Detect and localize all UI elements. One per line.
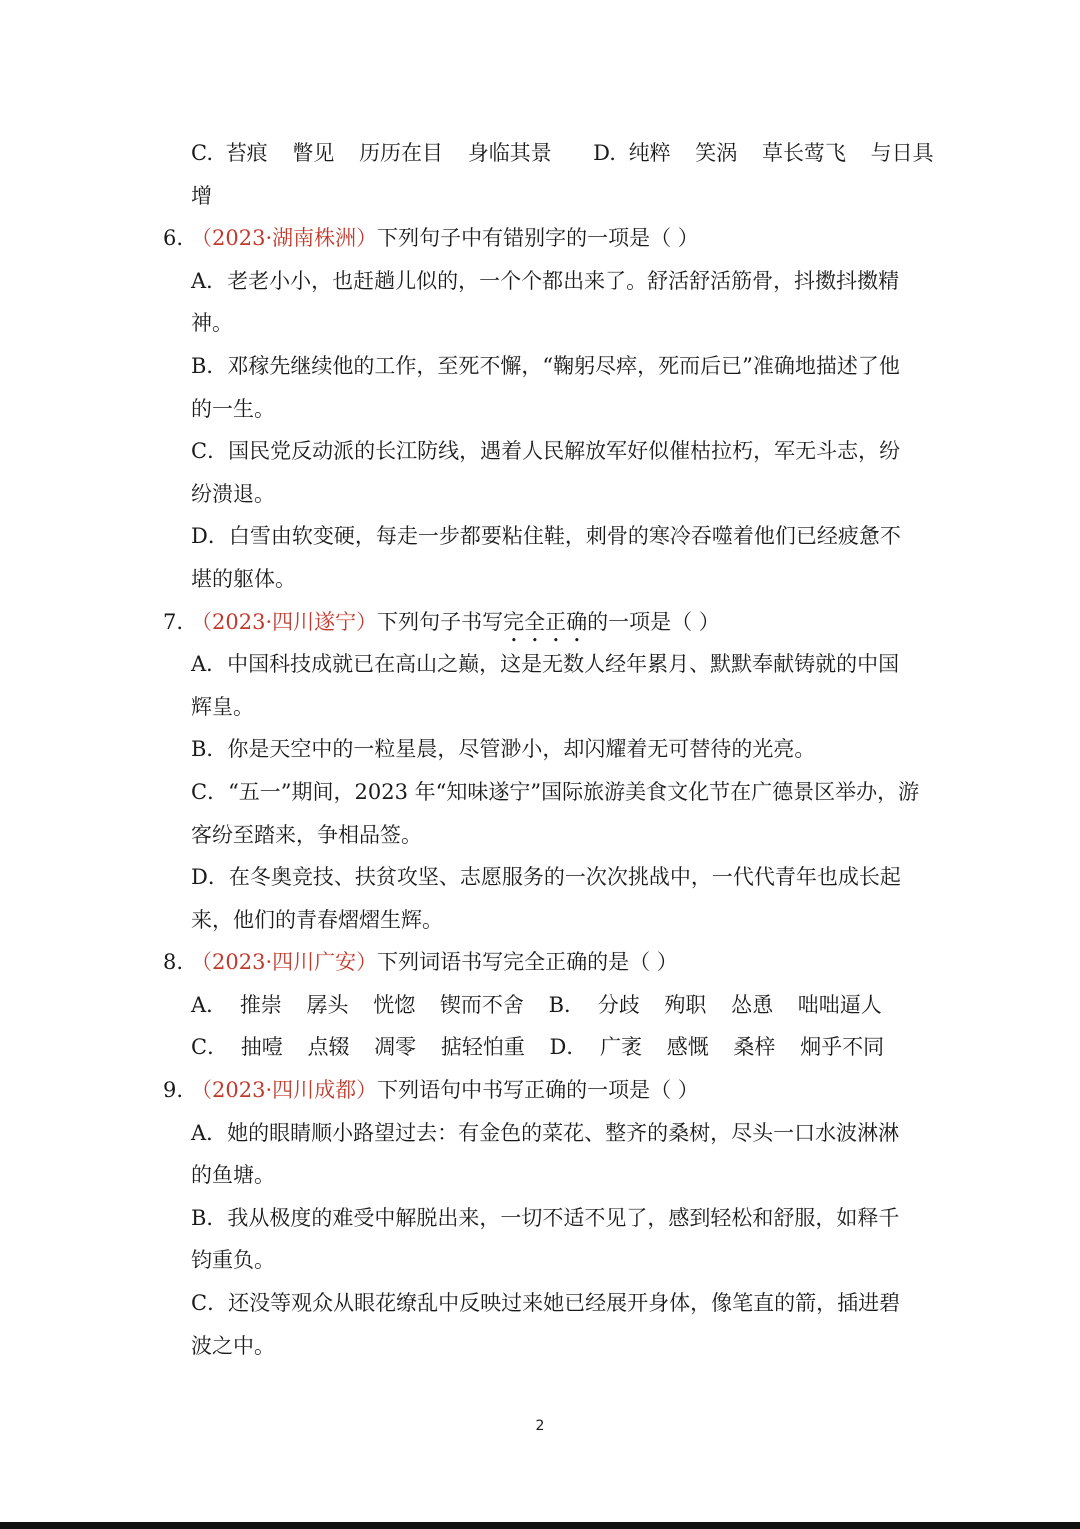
q8-stem [0,941,1080,984]
q7-stem-emphasis: 完全正确 [503,609,588,634]
q8-source: （2023·四川广安） [191,950,378,975]
q5-c-word-4: 身临其景 [467,141,552,165]
q8-d-word-3: 桑梓 [733,1035,776,1060]
q8-option-d-label: D． [549,1035,588,1060]
q7-option-d: D．在冬奥竞技、扶贫攻坚、志愿服务的一次次挑战中，一代代青年也成长起 [191,865,901,890]
q9-option-b-cont: 钧重负。 [191,1248,275,1273]
q6-option-c: C．国民党反动派的长江防线，遇着人民解放军好似催枯拉朽，军无斗志，纷 [191,439,901,464]
q7-stem-pre: 下列句子书写 [377,609,504,634]
q7-option-a: A．中国科技成就已在高山之巅，这是无数人经年累月、默默奉献铸就的中国 [191,652,900,677]
q8-option-c-d-line [0,1026,1080,1069]
bottom-edge-bar [0,1522,1080,1529]
q8-number: 8. [163,950,184,975]
q5-option-c-d-line [0,132,1080,175]
q9-option-a: A．她的眼睛顺小路望过去：有金色的菜花、整齐的桑树，尽头一口水波淋淋 [191,1120,900,1145]
q7-stem-post: 的一项是（ ） [587,609,720,634]
q8-option-a-label: A． [191,992,228,1017]
q8-c-word-1: 抽噎 [240,1035,283,1060]
q7-option-b: B．你是天空中的一粒星晨，尽管渺小，却闪耀着无可替待的光亮。 [191,737,816,762]
q8-a-word-1: 推崇 [239,992,282,1017]
q7-stem [0,601,1080,644]
q6-option-b-cont: 的一生。 [191,396,275,421]
q5-c-word-2: 瞥见 [292,141,335,165]
q8-option-b-label: B． [548,992,586,1017]
q9-option-b: B．我从极度的难受中解脱出来，一切不适不见了，感到轻松和舒服，如释千 [191,1205,900,1230]
q8-a-word-3: 恍惚 [373,992,416,1017]
q6-option-a: A．老老小小，也赶趟儿似的，一个个都出来了。舒活舒活筋骨，抖擞抖擞精 [191,268,900,293]
q8-b-word-4: 咄咄逼人 [797,992,882,1017]
q6-option-c-cont: 纷溃退。 [191,481,275,506]
q8-c-word-3: 凋零 [374,1035,417,1060]
q7-option-c-cont: 客纷至踏来，争相品签。 [191,822,422,847]
q7-option-c: C．“五一”期间，2023 年“知味遂宁”国际旅游美食文化节在广德景区举办，游 [191,779,920,804]
q5-option-d-continuation: 增 [191,183,212,208]
q5-option-c-label: C. [191,141,213,165]
q5-d-word-4: 与日具 [870,141,934,165]
q9-option-c: C．还没等观众从眼花缭乱中反映过来她已经展开身体，像笔直的箭，插进碧 [191,1291,901,1316]
q9-number: 9. [163,1078,184,1103]
q8-b-word-2: 殉职 [664,992,707,1017]
question-list [0,132,1080,1367]
q8-b-word-1: 分歧 [597,992,640,1017]
q8-option-a-b-line [0,984,1080,1027]
q5-d-word-3: 草长莺飞 [761,141,846,165]
q6-source: （2023·湖南株洲） [191,226,378,251]
q6-number: 6. [163,226,184,251]
q6-stem [0,217,1080,260]
q9-option-c-cont: 波之中。 [191,1333,275,1358]
q9-stem-text: 下列语句中书写正确的一项是（ ） [377,1078,699,1103]
q6-stem-text: 下列句子中有错别字的一项是（ ） [377,226,699,251]
q5-c-word-1: 苔痕 [225,141,268,165]
q8-b-word-3: 怂恿 [731,992,774,1017]
q5-option-d-label: D. [593,141,616,165]
q6-option-a-cont: 神。 [191,311,233,336]
q9-stem [0,1069,1080,1112]
q8-c-word-4: 掂轻怕重 [440,1035,525,1060]
q8-a-word-4: 锲而不舍 [439,992,524,1017]
q9-option-a-cont: 的鱼塘。 [191,1163,275,1188]
q6-option-d-cont: 堪的躯体。 [191,566,296,591]
q7-number: 7. [163,609,184,634]
q8-d-word-2: 感慨 [666,1035,709,1060]
q8-d-word-1: 广袤 [600,1035,643,1060]
q5-d-word-1: 纯粹 [628,141,671,165]
q9-source: （2023·四川成都） [191,1078,378,1103]
q7-source: （2023·四川遂宁） [191,609,378,634]
q6-option-d: D．白雪由软变硬，每走一步都要粘住鞋，刺骨的寒冷吞噬着他们已经疲惫不 [191,524,901,549]
q8-a-word-2: 孱头 [306,992,349,1017]
q7-option-d-cont: 来，他们的青春熠熠生辉。 [191,907,443,932]
q5-c-word-3: 历历在目 [359,141,444,165]
q7-option-a-cont: 辉皇。 [191,694,254,719]
q8-d-word-4: 炯乎不同 [800,1035,885,1060]
page-number: 2 [535,1418,545,1434]
q8-stem-text: 下列词语书写完全正确的是（ ） [377,950,678,975]
q6-option-b: B．邓稼先继续他的工作，至死不懈，“鞠躬尽瘁，死而后已”准确地描述了他 [191,353,900,378]
q8-option-c-label: C． [191,1035,229,1060]
q5-d-word-2: 笑涡 [695,141,738,165]
q8-c-word-2: 点辍 [307,1035,350,1060]
